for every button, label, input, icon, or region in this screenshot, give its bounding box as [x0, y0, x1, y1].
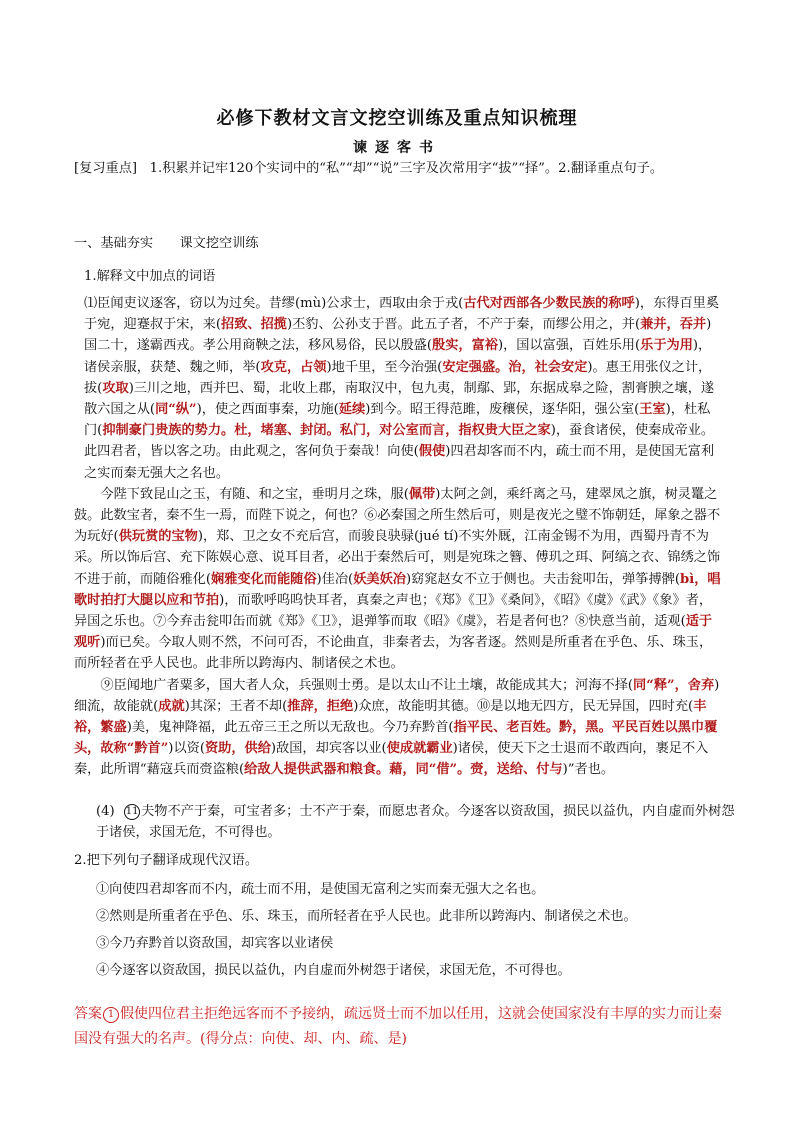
- answer-text: 假使四位君主拒绝远客而不予接纳，疏远贤士而不加以任用，这就会使国家没有丰厚的实力而让秦国没有强大的名声。(得分点：向使、却、内、疏、是): [74, 1006, 722, 1047]
- passage-paragraph-3: [74, 675, 722, 781]
- passage-text: )地千里，至今治强(: [326, 359, 443, 375]
- passage-text: )，蚕食诸侯，使秦成帝业。此四君者，皆以客之功。由此观之，客何负于秦哉！向使(: [84, 423, 715, 460]
- gloss-annotation: 成就: [158, 698, 185, 714]
- answer-label: 答案: [74, 1006, 102, 1022]
- passage-text: ⑴臣闻吏议逐客，窃以为过矣。昔缪(mù)公求士，西取由余于戎(: [84, 296, 464, 311]
- question-4-text: 夫物不产于秦，可宝者多；士不产于秦，而愿忠者众。今逐客以资敌国，损民以益仇，内自虚而外树怨于诸侯，求国无危，不可得也。: [96, 804, 735, 841]
- question-1-heading: 1.解释文中加点的词语: [84, 269, 216, 284]
- gloss-annotation: 佩带: [408, 486, 436, 502]
- passage-text: )佳冶(: [316, 571, 354, 587]
- passage-text: )窈窕赵女不立于侧也。夫击瓮叩缶，弹筝搏髀(: [405, 571, 680, 587]
- passage-text: )众庶，故能明其德。⑩是以地无四方，民无异国，四时充(: [353, 698, 694, 714]
- gloss-annotation: 假使: [418, 444, 446, 460]
- translation-sentence-2: ②然则是所重者在乎色、乐、珠玉，而所轻者在乎人民也。此非所以跨海内、制诸侯之术也。: [96, 909, 637, 924]
- question-4-number: (4): [96, 804, 115, 819]
- question-2-heading: 2.把下列句子翻译成现代汉语。: [74, 853, 259, 868]
- passage-text: )以资(: [168, 741, 205, 757]
- passage-text: )，使之西面事秦，功施(: [196, 402, 339, 418]
- review-label: [复习重点]: [74, 161, 138, 176]
- gloss-annotation: 资助，供给: [204, 741, 271, 757]
- gloss-annotation: 同“纵”: [155, 402, 197, 418]
- translation-sentence-1: ①向使四君却客而不内，疏士而不用，是使国无富利之实而秦无强大之名也。: [96, 882, 545, 897]
- passage-text: )，诸侯亲服，获楚、魏之师，举(: [84, 338, 712, 375]
- gloss-annotation: 攻克，占领: [260, 359, 327, 375]
- passage-text: )美，鬼神降福，此五帝三王之所以无敌也。今乃弃黔首(: [126, 720, 454, 736]
- gloss-annotation: 丰裕，繁盛: [74, 698, 707, 736]
- passage-text: )到今。昭王得范雎，废穰侯，逐华阳，强公室(: [365, 402, 640, 418]
- passage-text: )。惠王用张仪之计，拔(: [84, 359, 712, 396]
- passage-text: )细流，故能就(: [74, 677, 720, 714]
- gloss-annotation: 兼并，吞并: [640, 317, 707, 333]
- passage-text: )”者也。: [562, 762, 615, 778]
- gloss-annotation: 殷实，富裕: [432, 338, 498, 354]
- gloss-annotation: 同“释”，舍弃: [633, 677, 715, 693]
- gloss-annotation: 给敌人提供武器和粮食。藉，同“借”。赍，送给、付与: [244, 762, 563, 778]
- passage-text: )而已矣。今取人则不然，不问可否，不论曲直，非秦者去，为客者逐。然则是所重者在乎色、乐、珠玉，而所轻者在乎人民也。此非所以跨海内、制诸侯之术也。: [74, 635, 713, 672]
- passage-paragraph-1: [74, 293, 722, 484]
- gloss-annotation: 妖美妖冶: [353, 571, 406, 587]
- passage-text: )其深；王者不却(: [184, 698, 288, 714]
- gloss-annotation: 古代对西部各少数民族的称呼: [463, 296, 635, 311]
- translation-sentences: [74, 876, 744, 984]
- review-points: [74, 158, 722, 179]
- gloss-annotation: 乐于为用: [640, 338, 693, 354]
- gloss-annotation: 娴雅变化而能随俗: [211, 571, 317, 587]
- passage-text: )，郑、卫之女不充后宫，而骏良𫘝𫘧(jué tí)不实外厩，江南金锡不为用，西蜀丹青不为采。所以饰后宫、充下陈娱心意、说耳目者，必出于秦然后可，则是宛珠之簪、傅玑之珥、阿缟之衣、锦绣之饰不进于前，而随俗雅化(: [74, 529, 721, 587]
- document-title: 必修下教材文言文挖空训练及重点知识梳理: [216, 108, 578, 129]
- gloss-annotation: 使成就霸业: [386, 741, 453, 757]
- gloss-annotation: 攻取: [102, 380, 129, 396]
- passage-text: )，杜私门(: [84, 402, 711, 439]
- document-subtitle: 谏逐客书: [353, 140, 441, 156]
- gloss-annotation: 推辞，拒绝: [287, 698, 354, 714]
- translation-sentence-3: ③今乃弃黔首以资敌国，却宾客以业诸侯: [96, 936, 334, 951]
- answer-block: [74, 1002, 722, 1052]
- gloss-annotation: 延续: [338, 402, 366, 418]
- passage-text: )国二十，遂霸西戎。孝公用商鞅之法，移风易俗，民以殷盛(: [84, 317, 712, 354]
- passage-text: )，国以富强，百姓乐用(: [497, 338, 641, 354]
- gloss-annotation: 抑制豪门贵族的势力。杜，堵塞、封闭。私门，对公室而言，指权贵大臣之家: [102, 423, 551, 439]
- gloss-annotation: 王室: [639, 402, 666, 418]
- gloss-annotation: 适于观听: [74, 614, 713, 651]
- passage-text: )，东得百里奚于宛，迎蹇叔于宋，来(: [84, 296, 720, 333]
- passage-text: )诸侯，使天下之士退而不敢西向，裹足不入秦，此所谓“藉寇兵而赍盗粮(: [74, 741, 709, 778]
- gloss-annotation: bì，唱歌时拍打大腿以应和节拍: [74, 571, 721, 608]
- passage-text: ⑨臣闻地广者粟多，国大者人众，兵强则士勇。是以太山不让土壤，故能成其大；河海不择(: [100, 677, 634, 693]
- passage: [74, 293, 722, 781]
- answer-number: 1: [103, 1007, 119, 1023]
- passage-text: )太阿之剑，乘纤离之马，建翠凤之旗，树灵鼍之鼓。此数宝者，秦不生一焉，而陛下说之，何也？⑥必秦国之所生然后可，则是夜光之璧不饰朝廷，犀象之器不为玩好(: [74, 486, 721, 545]
- question-4: [74, 801, 744, 843]
- passage-text: )敌国，却宾客以业(: [270, 741, 387, 757]
- gloss-annotation: 招致、招揽: [221, 317, 287, 333]
- passage-text: )丕豹、公孙支于晋。此五子者，不产于秦，而缪公用之，并(: [286, 317, 641, 333]
- passage-paragraph-2: [74, 484, 722, 675]
- review-text: 1.积累并记牢120个实词中的“私”“却”“说”三字及次常用字“拔”“择”。2.翻译重点句子。: [149, 161, 664, 176]
- passage-text: )三川之地，西并巴、蜀，北收上郡，南取汉中，包九夷，制鄢、郢，东据成皋之险，割膏腴之壤，遂散六国之从(: [84, 380, 715, 418]
- gloss-annotation: 指平民、老百姓。黔，黑。平民百姓以黑巾覆头，故称“黔首”: [74, 720, 718, 757]
- section-heading: 一、基础夯实 课文挖空训练: [74, 236, 259, 251]
- sentence-marker: 11: [124, 804, 140, 820]
- translation-sentence-4: ④今逐客以资敌国，损民以益仇，内自虚而外树怨于诸侯，求国无危，不可得也。: [96, 963, 571, 978]
- passage-text: 今陛下致昆山之玉，有随、和之宝，垂明月之珠，服(: [100, 486, 409, 502]
- gloss-annotation: 供玩赏的宝物: [118, 529, 198, 545]
- passage-text: )四君却客而不内，疏士而不用，是使国无富利之实而秦无强大之名也。: [84, 444, 715, 481]
- gloss-annotation: 安定强盛。治，社会安定: [442, 359, 588, 375]
- passage-text: )，而歌呼呜呜快耳者，真秦之声也；《郑》《卫》《桑间》，《昭》《虞》《武》《象》者，异国之乐也。⑦今弃击瓮叩缶而就《郑》《卫》，退弹筝而取《昭》《虞》，若是者何也？⑧快意当前，适观(: [74, 592, 713, 630]
